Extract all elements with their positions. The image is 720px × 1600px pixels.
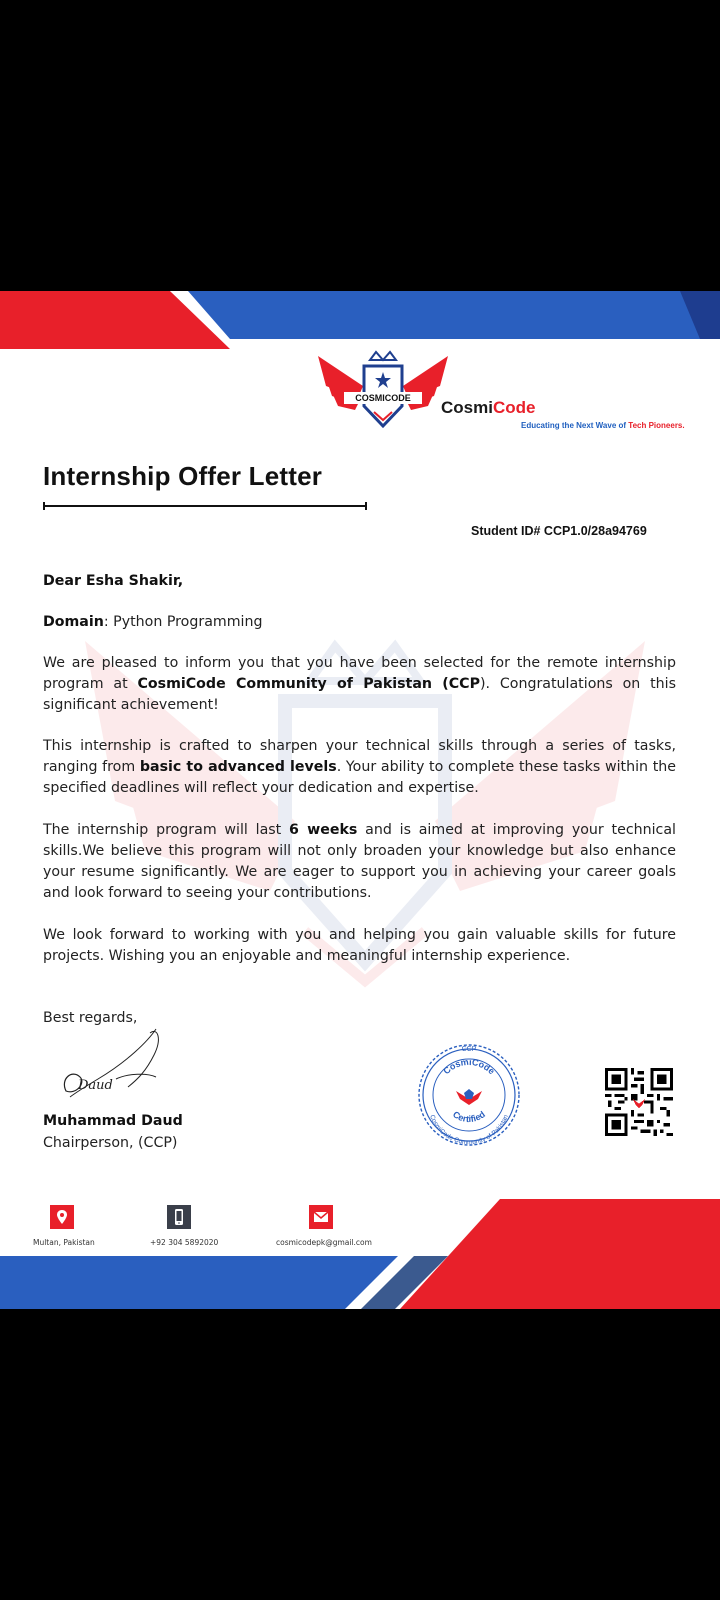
qr-code xyxy=(605,1068,673,1136)
signer-name: Muhammad Daud xyxy=(43,1113,183,1129)
certified-seal xyxy=(414,1041,524,1149)
footer-red-band xyxy=(400,1199,720,1309)
footer-email: cosmicodepk@gmail.com xyxy=(276,1238,372,1247)
svg-text:Certified xyxy=(451,1109,487,1124)
signature-text: Daud xyxy=(78,1078,113,1093)
page-title: Internship Offer Letter xyxy=(43,461,323,491)
brand-name: CosmiCode xyxy=(441,398,536,417)
seal-top-text: CCP xyxy=(461,1046,477,1053)
domain-line: Domain: Python Programming xyxy=(43,614,263,630)
paragraph-duration: The internship program will last 6 weeks and is aimed at improving your technical skills.We believe this program will not only broaden your knowledge but also enhance your resume significantly. We are eager to support you in achieving your career goals and look forward to seeing your contributions. xyxy=(43,822,676,901)
footer-banner xyxy=(0,1199,720,1309)
svg-text:CosmiCode xyxy=(441,1057,496,1076)
seal-ring-text: CosmiCode xyxy=(441,1056,497,1077)
paragraph-selection: We are pleased to inform you that you have been selected for the remote internship program at CosmiCode Community of Pakistan (CCP). Congratulations on this significant achievement! xyxy=(43,655,676,713)
title-underline xyxy=(43,505,367,507)
footer-location: Multan, Pakistan xyxy=(33,1238,95,1247)
offer-letter-document xyxy=(0,291,720,1309)
signer-title: Chairperson, (CCP) xyxy=(43,1135,178,1151)
footer-blue-band xyxy=(0,1256,398,1309)
signature xyxy=(58,1021,168,1111)
seal-outer-text: CosmiCode Community of Pakistan xyxy=(428,1113,510,1147)
paragraph-closing: We look forward to working with you and helping you gain valuable skills for future projects. Wishing you an enjoyable and meaningful internship experience. xyxy=(43,927,676,964)
brand-tagline: Educating the Next Wave of Tech Pioneers. xyxy=(521,421,685,430)
header-blue-band xyxy=(188,291,720,339)
footer-phone: +92 304 5892020 xyxy=(150,1238,219,1247)
logo-text: COSMICODE xyxy=(355,393,411,403)
seal-center-text: Certified xyxy=(451,1109,487,1125)
student-id: Student ID# CCP1.0/28a94769 xyxy=(471,524,647,538)
greeting: Dear Esha Shakir, xyxy=(43,573,184,589)
closing-regards: Best regards, xyxy=(43,1010,138,1026)
paragraph-tasks: This internship is crafted to sharpen your technical skills through a series of tasks, ranging from basic to advanced levels. Your ability to complete these tasks within the specified deadlines will reflect your dedication and expertise. xyxy=(43,738,676,796)
cosmicode-logo-emblem xyxy=(318,346,448,436)
